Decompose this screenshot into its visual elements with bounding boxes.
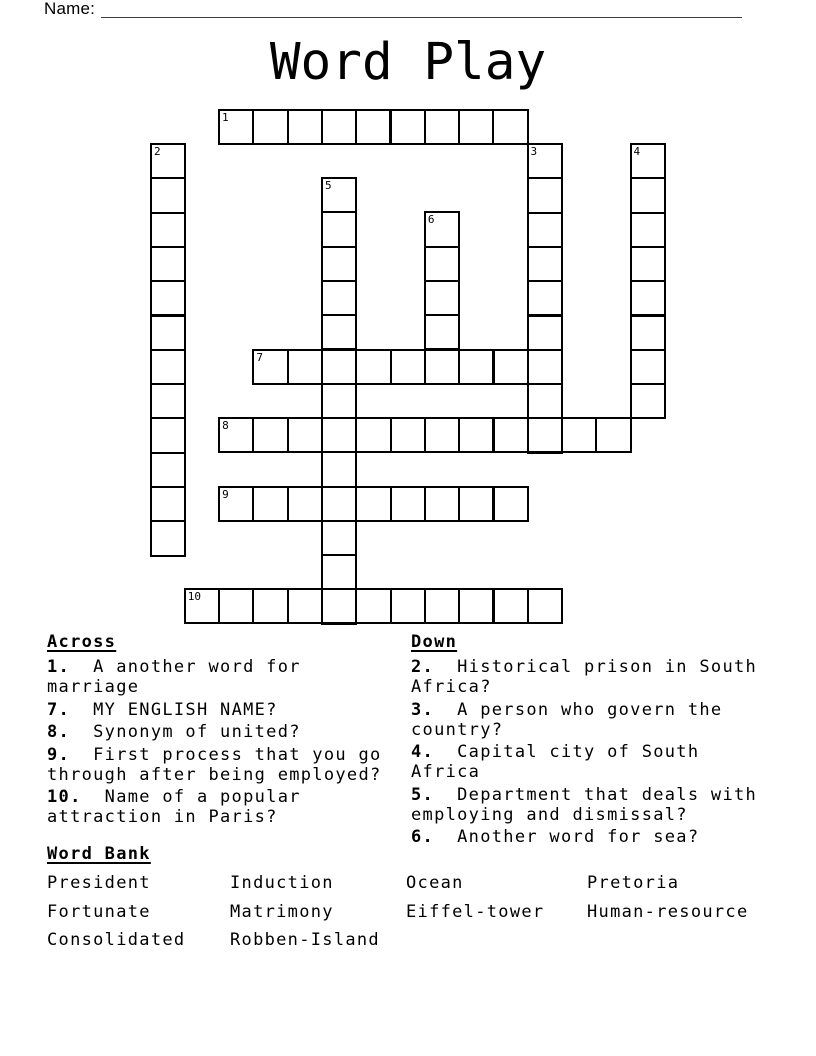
- grid-cell-8-12[interactable]: [595, 417, 631, 453]
- grid-cell-4-7[interactable]: [630, 349, 666, 385]
- grid-cell-7-5[interactable]: [390, 349, 426, 385]
- grid-cell-2-6[interactable]: [150, 315, 186, 351]
- grid-cell-9-6[interactable]: [390, 486, 426, 522]
- grid-cell-2-3[interactable]: [150, 212, 186, 248]
- down-heading: Down: [411, 632, 458, 652]
- grid-cell-8-5[interactable]: [355, 417, 391, 453]
- grid-cell-10-7[interactable]: [390, 588, 426, 624]
- across-clue-1: 1. A another word for marriage: [47, 657, 301, 697]
- name-label: Name:: [44, 0, 96, 18]
- grid-cell-1-5[interactable]: [355, 109, 391, 145]
- grid-cell-10-5[interactable]: [321, 588, 357, 624]
- grid-cell-1-2[interactable]: [252, 109, 288, 145]
- grid-cell-2-5[interactable]: [150, 280, 186, 316]
- grid-cell-3-4[interactable]: [527, 246, 563, 282]
- grid-cell-6-4[interactable]: [424, 314, 460, 350]
- across-section: [47, 632, 387, 830]
- grid-cell-4-4[interactable]: [630, 246, 666, 282]
- grid-number-5: 5: [325, 179, 332, 192]
- grid-cell-10-6[interactable]: [355, 588, 391, 624]
- grid-cell-2-4[interactable]: [150, 246, 186, 282]
- grid-cell-2-2[interactable]: [150, 177, 186, 213]
- grid-cell-5-7[interactable]: [321, 383, 357, 419]
- grid-cell-2-8[interactable]: [150, 383, 186, 419]
- grid-cell-10-2[interactable]: [218, 588, 254, 624]
- grid-cell-7-8[interactable]: [493, 349, 529, 385]
- grid-cell-6-2[interactable]: [424, 246, 460, 282]
- grid-cell-2-12[interactable]: [150, 520, 186, 556]
- down-clue-5: 5. Department that deals with employing and dismissal?: [411, 784, 758, 825]
- grid-cell-8-11[interactable]: [561, 417, 597, 453]
- grid-cell-9-8[interactable]: [458, 486, 494, 522]
- down-clues-list: [411, 657, 761, 847]
- grid-cell-7-6[interactable]: [424, 349, 460, 385]
- page-title: Word Play: [269, 33, 547, 92]
- down-clue-3: 3. A person who govern the country?: [411, 699, 723, 740]
- across-clues-list: [47, 657, 387, 827]
- word-bank-item: Consolidated: [47, 930, 186, 950]
- clue-number-label: 6.: [411, 827, 435, 847]
- grid-cell-2-7[interactable]: [150, 349, 186, 385]
- word-bank-item: Induction: [230, 873, 334, 893]
- down-clue-6: 6. Another word for sea?: [411, 827, 700, 847]
- word-bank-item: Human-resource: [587, 901, 749, 922]
- grid-cell-10-3[interactable]: [252, 588, 288, 624]
- grid-cell-2-10[interactable]: [150, 452, 186, 488]
- grid-cell-9-7[interactable]: [424, 486, 460, 522]
- word-bank-item: Ocean: [406, 873, 464, 893]
- grid-cell-9-1[interactable]: [218, 486, 254, 522]
- across-clue-7: 7. MY ENGLISH NAME?: [47, 699, 278, 720]
- grid-number-2: 2: [154, 145, 161, 158]
- grid-cell-8-10[interactable]: [527, 417, 563, 453]
- grid-number-9: 9: [222, 487, 229, 501]
- grid-cell-7-7[interactable]: [458, 349, 494, 385]
- word-bank-item: Matrimony: [230, 901, 334, 922]
- word-bank-item: President: [47, 873, 151, 893]
- grid-cell-7-3[interactable]: [321, 349, 357, 385]
- down-clue-4: 4. Capital city of South Africa: [411, 742, 700, 782]
- grid-cell-5-4[interactable]: [321, 280, 357, 316]
- grid-cell-3-5[interactable]: [527, 280, 563, 316]
- grid-number-8: 8: [222, 419, 229, 433]
- grid-cell-7-9[interactable]: [527, 349, 563, 385]
- grid-cell-5-9[interactable]: [321, 451, 357, 487]
- grid-cell-3-8[interactable]: [527, 383, 563, 419]
- clue-number-label: 9.: [47, 744, 71, 765]
- grid-cell-10-4[interactable]: [287, 588, 323, 624]
- grid-number-6: 6: [427, 213, 435, 227]
- word-bank-item: Fortunate: [47, 901, 151, 922]
- across-heading: Across: [47, 632, 117, 652]
- grid-cell-10-10[interactable]: [493, 588, 529, 624]
- word-bank-item: Eiffel-tower: [406, 901, 545, 922]
- word-bank-section: [47, 844, 767, 959]
- grid-cell-4-8[interactable]: [630, 383, 666, 419]
- grid-cell-8-6[interactable]: [390, 417, 426, 453]
- grid-cell-8-2[interactable]: [252, 417, 288, 453]
- grid-cell-5-2[interactable]: [321, 211, 357, 247]
- grid-cell-9-9[interactable]: [493, 486, 529, 522]
- clue-number-label: 4.: [411, 742, 435, 762]
- grid-number-1: 1: [222, 110, 229, 124]
- grid-cell-1-3[interactable]: [287, 109, 323, 145]
- grid-cell-3-3[interactable]: [527, 212, 563, 248]
- clue-number-label: 1.: [47, 657, 71, 677]
- grid-cell-3-2[interactable]: [527, 177, 563, 213]
- grid-cell-5-3[interactable]: [321, 246, 357, 282]
- clue-number-label: 8.: [47, 722, 71, 742]
- grid-cell-10-8[interactable]: [424, 588, 460, 624]
- grid-cell-2-9[interactable]: [150, 417, 186, 453]
- grid-cell-8-1[interactable]: [218, 417, 254, 453]
- grid-cell-10-1[interactable]: [184, 588, 220, 624]
- grid-cell-3-1[interactable]: [527, 143, 563, 179]
- grid-cell-4-2[interactable]: [630, 177, 666, 213]
- grid-cell-1-7[interactable]: [424, 109, 460, 145]
- clue-number-label: 10.: [47, 787, 82, 807]
- grid-number-4: 4: [633, 145, 641, 158]
- grid-cell-10-9[interactable]: [458, 588, 494, 624]
- grid-cell-3-6[interactable]: [527, 315, 563, 351]
- down-section: [411, 632, 761, 850]
- grid-cell-5-5[interactable]: [321, 314, 357, 350]
- grid-number-10: 10: [187, 590, 202, 603]
- grid-cell-7-4[interactable]: [355, 349, 391, 385]
- grid-cell-9-5[interactable]: [355, 486, 391, 522]
- grid-number-3: 3: [530, 145, 538, 158]
- grid-cell-2-11[interactable]: [150, 486, 186, 522]
- grid-cell-7-1[interactable]: [252, 349, 288, 385]
- across-clue-8: 8. Synonym of united?: [47, 722, 301, 742]
- across-clue-10: 10. Name of a popular attraction in Paris?: [47, 787, 301, 827]
- grid-cell-1-9[interactable]: [492, 109, 528, 145]
- grid-cell-4-3[interactable]: [630, 212, 666, 248]
- word-bank-item: Robben-Island: [230, 930, 380, 950]
- grid-cell-1-1[interactable]: [218, 109, 254, 145]
- grid-number-7: 7: [256, 350, 264, 364]
- grid-cell-8-9[interactable]: [493, 417, 529, 453]
- grid-cell-6-1[interactable]: [424, 211, 460, 247]
- across-clue-9: 9. First process that you go through after being employed?: [47, 744, 382, 785]
- grid-cell-8-3[interactable]: [287, 417, 323, 453]
- grid-cell-1-4[interactable]: [321, 109, 357, 145]
- clue-number-label: 7.: [47, 699, 71, 720]
- grid-cell-1-8[interactable]: [458, 109, 494, 145]
- grid-cell-9-2[interactable]: [252, 486, 288, 522]
- grid-cell-4-5[interactable]: [630, 280, 666, 316]
- word-bank-heading: Word Bank: [47, 844, 151, 864]
- grid-cell-8-8[interactable]: [458, 417, 494, 453]
- grid-cell-9-4[interactable]: [321, 486, 357, 522]
- grid-cell-2-1[interactable]: [150, 143, 186, 179]
- grid-cell-5-12[interactable]: [321, 554, 357, 590]
- grid-cell-5-11[interactable]: [321, 520, 357, 556]
- grid-cell-4-6[interactable]: [630, 315, 666, 351]
- grid-cell-5-1[interactable]: [321, 177, 357, 213]
- grid-cell-10-11[interactable]: [527, 588, 563, 624]
- grid-cell-9-3[interactable]: [287, 486, 323, 522]
- grid-cell-8-7[interactable]: [424, 417, 460, 453]
- grid-cell-1-6[interactable]: [390, 109, 426, 145]
- word-bank-item: Pretoria: [587, 873, 680, 893]
- clue-number-label: 3.: [411, 699, 435, 720]
- grid-cell-4-1[interactable]: [630, 143, 666, 179]
- word-bank-grid: [47, 873, 767, 959]
- clue-number-label: 2.: [411, 657, 435, 677]
- clue-number-label: 5.: [411, 784, 435, 805]
- down-clue-2: 2. Historical prison in South Africa?: [411, 657, 758, 697]
- grid-cell-6-3[interactable]: [424, 280, 460, 316]
- grid-cell-7-2[interactable]: [287, 349, 323, 385]
- grid-cell-8-4[interactable]: [321, 417, 357, 453]
